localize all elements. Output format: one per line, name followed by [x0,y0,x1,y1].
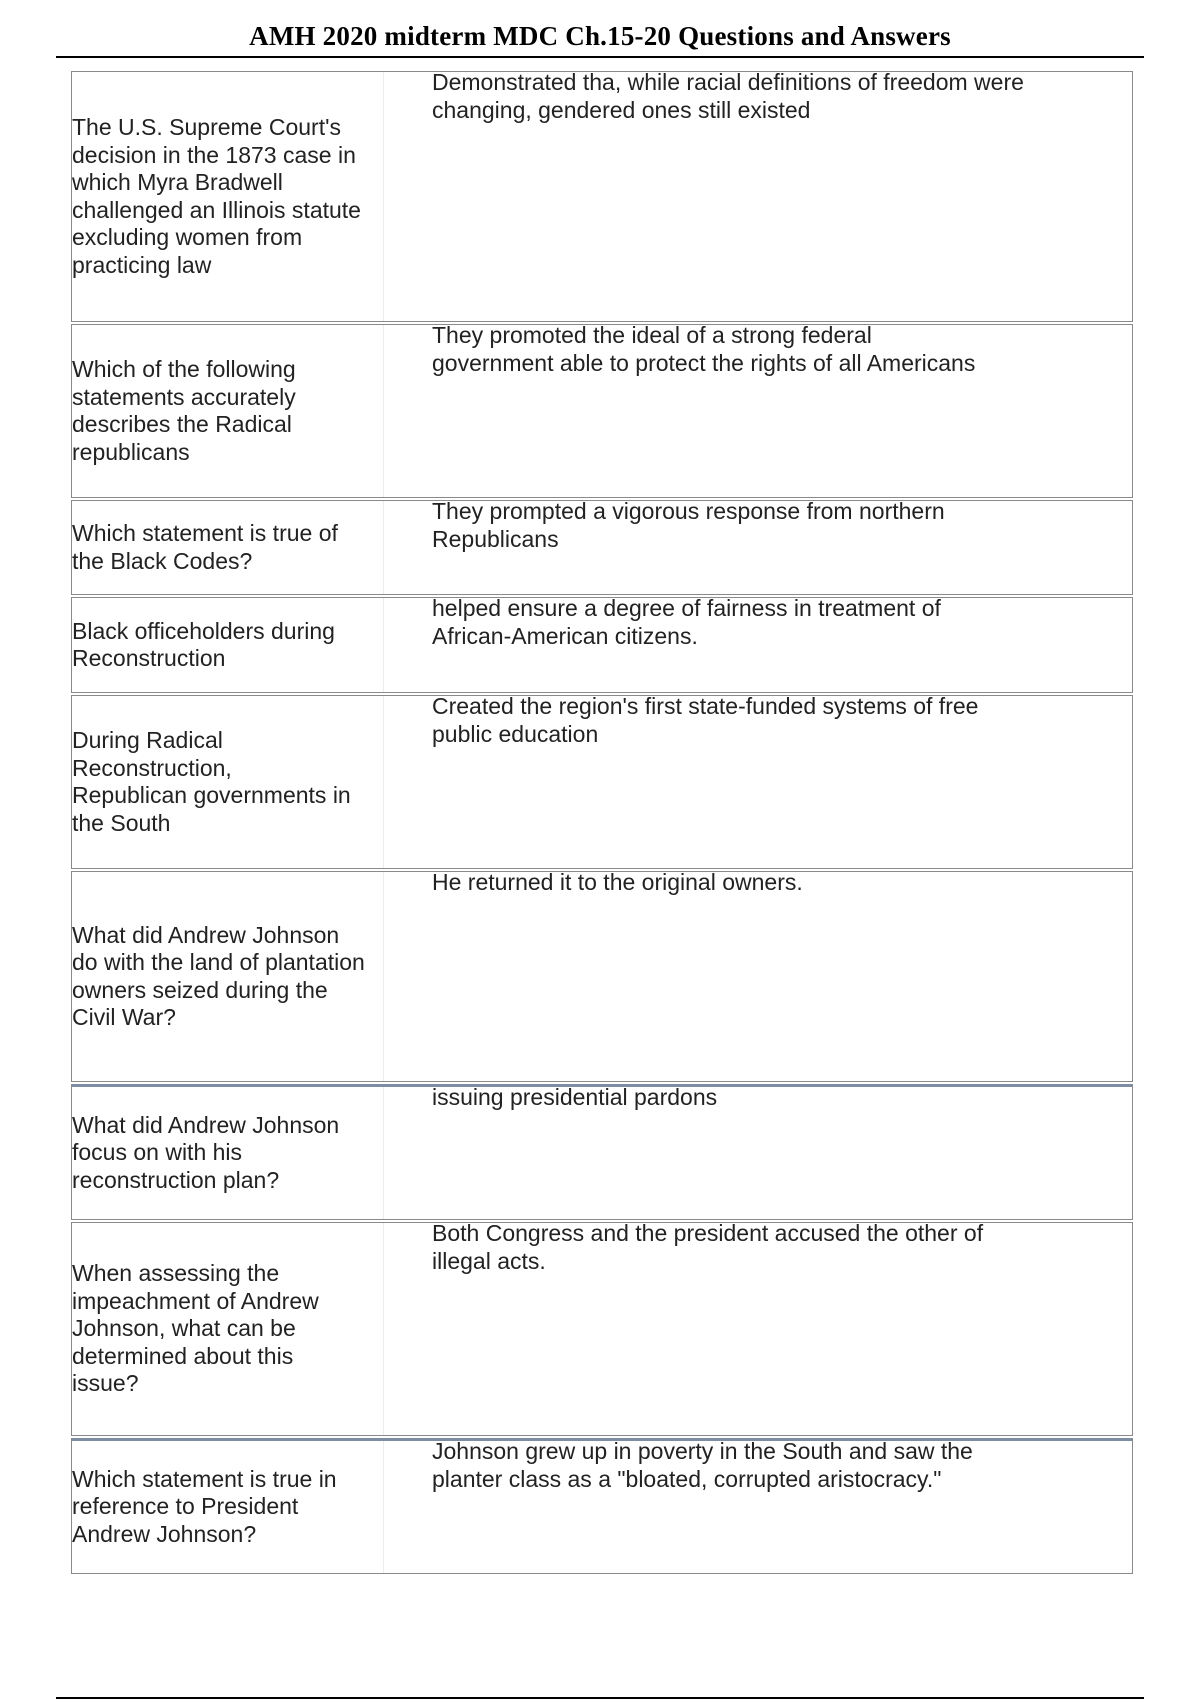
answer-text: Demonstrated tha, while racial definitions of freedom were changing, gendered ones still existed [432,69,1024,123]
answer-cell [384,869,1132,1081]
answer-text: Created the region's first state-funded systems of free public education [432,693,979,747]
question-text: Which statement is true of the Black Codes? [72,520,338,574]
question-cell [72,72,384,321]
answer-cell [384,1084,1132,1219]
question-cell [72,325,384,497]
question-cell [72,872,384,1081]
document-header [56,22,1144,58]
question-text: When assessing the impeachment of Andrew Johnson, what can be determined about this issue? [72,1260,319,1397]
table-row [71,1222,1133,1436]
table-row [71,324,1133,498]
answer-text: Johnson grew up in poverty in the South and saw the planter class as a "bloated, corrupted aristocracy." [432,1438,973,1492]
answer-text: They promoted the ideal of a strong federal government able to protect the rights of all Americans [432,322,976,376]
table-row [71,695,1133,869]
answer-cell [384,498,1132,594]
document-title: AMH 2020 midterm MDC Ch.15-20 Questions and Answers [249,21,951,51]
table-row [71,1084,1133,1220]
question-text: The U.S. Supreme Court's decision in the 1873 case in which Myra Bradwell challenged an Illinois statute excluding women from practicing law [72,114,361,278]
answer-text: Both Congress and the president accused the other of illegal acts. [432,1220,984,1274]
answer-text: He returned it to the original owners. [432,869,803,895]
question-text: What did Andrew Johnson do with the land of plantation owners seized during the Civil War? [72,921,365,1030]
answer-cell [384,322,1132,497]
table-row [71,500,1133,595]
question-text: During Radical Reconstruction, Republican governments in the South [72,727,351,836]
question-cell [72,696,384,868]
question-text: What did Andrew Johnson focus on with his reconstruction plan? [72,1111,340,1193]
table-row [71,597,1133,693]
question-cell [72,598,384,692]
question-text: Black officeholders during Reconstruction [72,617,335,671]
table-row [71,71,1133,322]
answer-cell [384,1438,1132,1573]
answer-text: issuing presidential pardons [432,1084,718,1110]
qa-table [71,71,1133,1574]
answer-cell [384,693,1132,868]
question-cell [72,1087,384,1219]
answer-text: helped ensure a degree of fairness in treatment of African-American citizens. [432,595,941,649]
answer-cell [384,1220,1132,1435]
answer-cell [384,69,1132,321]
answer-text: They prompted a vigorous response from northern Republicans [432,498,945,552]
table-row [71,1438,1133,1574]
question-text: Which statement is true in reference to President Andrew Johnson? [72,1465,337,1547]
table-row [71,871,1133,1082]
footer-divider [56,1697,1144,1699]
question-text: Which of the following statements accurately describes the Radical republicans [72,356,296,465]
question-cell [72,1441,384,1573]
question-cell [72,1223,384,1435]
question-cell [72,501,384,594]
answer-cell [384,595,1132,692]
